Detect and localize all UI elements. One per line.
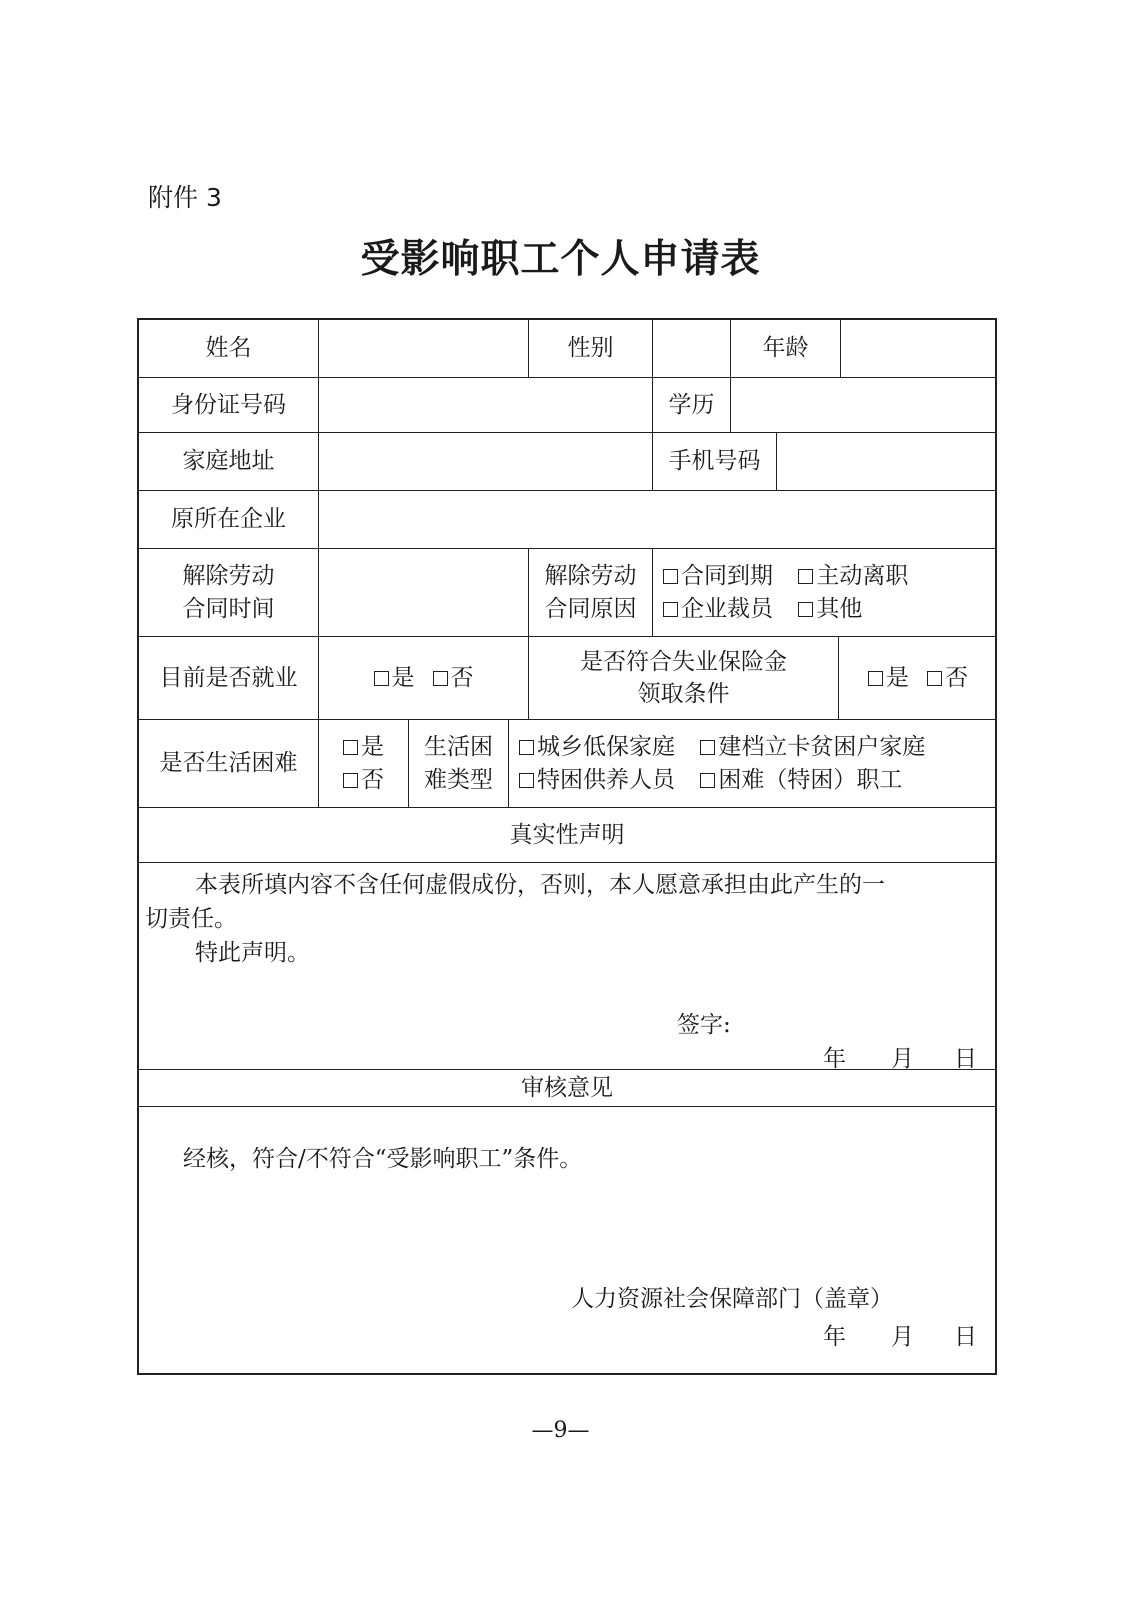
- hardship-label: 是否生活困难: [139, 720, 319, 807]
- hardship-option-difficult-worker[interactable]: 困难（特困）职工: [700, 767, 902, 793]
- termination-time-label-line1: 解除劳动: [182, 563, 275, 590]
- declaration-section: [139, 863, 995, 1070]
- checkbox-icon: [700, 773, 715, 788]
- termination-time-label: [139, 549, 319, 636]
- former-company-label: 原所在企业: [139, 491, 319, 548]
- unemployment-label-line2: 领取条件: [637, 681, 730, 707]
- age-field[interactable]: [841, 320, 997, 377]
- row-termination: [139, 549, 995, 637]
- review-date-month: 月: [891, 1324, 914, 1350]
- checkbox-icon: [519, 773, 534, 788]
- address-field[interactable]: [319, 433, 653, 490]
- row-address: [139, 433, 995, 491]
- id-label: 身份证号码: [139, 378, 319, 432]
- employed-yes-option[interactable]: 是: [374, 662, 415, 694]
- name-field[interactable]: [319, 320, 529, 377]
- review-text: 经核，符合/不符合“受影响职工”条件。: [183, 1146, 583, 1172]
- review-department: 人力资源社会保障部门（盖章）: [571, 1286, 893, 1312]
- declaration-text-line3: 特此声明。: [195, 940, 310, 966]
- checkbox-icon: [343, 773, 358, 788]
- unemployment-label: [529, 637, 839, 719]
- hardship-option-low-income[interactable]: 城乡低保家庭: [519, 734, 675, 760]
- row-employment: [139, 637, 995, 720]
- hardship-no-option[interactable]: 否: [343, 764, 384, 796]
- hardship-yes-option[interactable]: 是: [343, 731, 384, 763]
- termination-reason-options: [653, 549, 997, 636]
- checkbox-icon: [798, 569, 813, 584]
- termination-reason-label: [529, 549, 653, 636]
- termination-time-label-line2: 合同时间: [182, 595, 275, 622]
- declaration-title: 真实性声明: [139, 808, 995, 863]
- checkbox-icon: [519, 740, 534, 755]
- row-company: [139, 491, 995, 549]
- termination-reason-label-line2: 合同原因: [544, 595, 637, 622]
- termination-reason-label-line1: 解除劳动: [544, 563, 637, 590]
- review-date-year: 年: [823, 1324, 846, 1350]
- reason-option-resigned[interactable]: 主动离职: [798, 563, 908, 589]
- checkbox-icon: [868, 671, 883, 686]
- education-field[interactable]: [731, 378, 997, 432]
- unemployment-yes-option[interactable]: 是: [868, 662, 909, 694]
- form-title: 受影响职工个人申请表: [360, 236, 761, 282]
- signature-label: 签字:: [677, 1012, 731, 1038]
- hardship-option-poverty-household[interactable]: 建档立卡贫困户家庭: [700, 734, 925, 760]
- checkbox-icon: [663, 602, 678, 617]
- checkbox-icon: [798, 602, 813, 617]
- checkbox-icon: [433, 671, 448, 686]
- declaration-text-line1: 本表所填内容不含任何虚假成份，否则，本人愿意承担由此产生的一: [195, 872, 885, 898]
- reason-option-expired[interactable]: 合同到期: [663, 563, 773, 589]
- page-number: —9—: [531, 1418, 590, 1443]
- review-title: 审核意见: [139, 1070, 995, 1107]
- hardship-type-label-line1: 生活困: [424, 734, 493, 761]
- id-field[interactable]: [319, 378, 653, 432]
- unemployment-options: [839, 637, 997, 719]
- employed-options: [319, 637, 529, 719]
- employed-no-option[interactable]: 否: [433, 662, 474, 694]
- unemployment-label-line1: 是否符合失业保险金: [580, 648, 787, 675]
- declaration-date-month: 月: [891, 1046, 914, 1072]
- reason-option-other[interactable]: 其他: [798, 596, 862, 622]
- declaration-date-year: 年: [823, 1046, 846, 1072]
- gender-field[interactable]: [653, 320, 731, 377]
- hardship-type-options: [509, 720, 997, 807]
- attachment-label: 附件 3: [148, 183, 222, 212]
- hardship-type-label: [409, 720, 509, 807]
- termination-time-field[interactable]: [319, 549, 529, 636]
- application-form: [137, 318, 997, 1375]
- reason-option-layoff[interactable]: 企业裁员: [663, 596, 773, 622]
- gender-label: 性别: [529, 320, 653, 377]
- checkbox-icon: [663, 569, 678, 584]
- phone-field[interactable]: [777, 433, 997, 490]
- education-label: 学历: [653, 378, 731, 432]
- review-date-day: 日: [954, 1324, 977, 1350]
- row-id: [139, 378, 995, 433]
- checkbox-icon: [927, 671, 942, 686]
- name-label: 姓名: [139, 320, 319, 377]
- former-company-field[interactable]: [319, 491, 997, 548]
- phone-label: 手机号码: [653, 433, 777, 490]
- declaration-date-day: 日: [954, 1046, 977, 1072]
- signature-field[interactable]: [677, 1009, 857, 1039]
- review-section: [139, 1107, 995, 1373]
- hardship-option-special-support[interactable]: 特困供养人员: [519, 767, 675, 793]
- hardship-type-label-line2: 难类型: [424, 766, 493, 793]
- checkbox-icon: [374, 671, 389, 686]
- row-hardship: [139, 720, 995, 808]
- age-label: 年龄: [731, 320, 841, 377]
- checkbox-icon: [700, 740, 715, 755]
- employed-label: 目前是否就业: [139, 637, 319, 719]
- checkbox-icon: [343, 740, 358, 755]
- address-label: 家庭地址: [139, 433, 319, 490]
- declaration-text-line2: 切责任。: [145, 906, 237, 932]
- hardship-options: [319, 720, 409, 807]
- unemployment-no-option[interactable]: 否: [927, 662, 968, 694]
- row-name: [139, 320, 995, 378]
